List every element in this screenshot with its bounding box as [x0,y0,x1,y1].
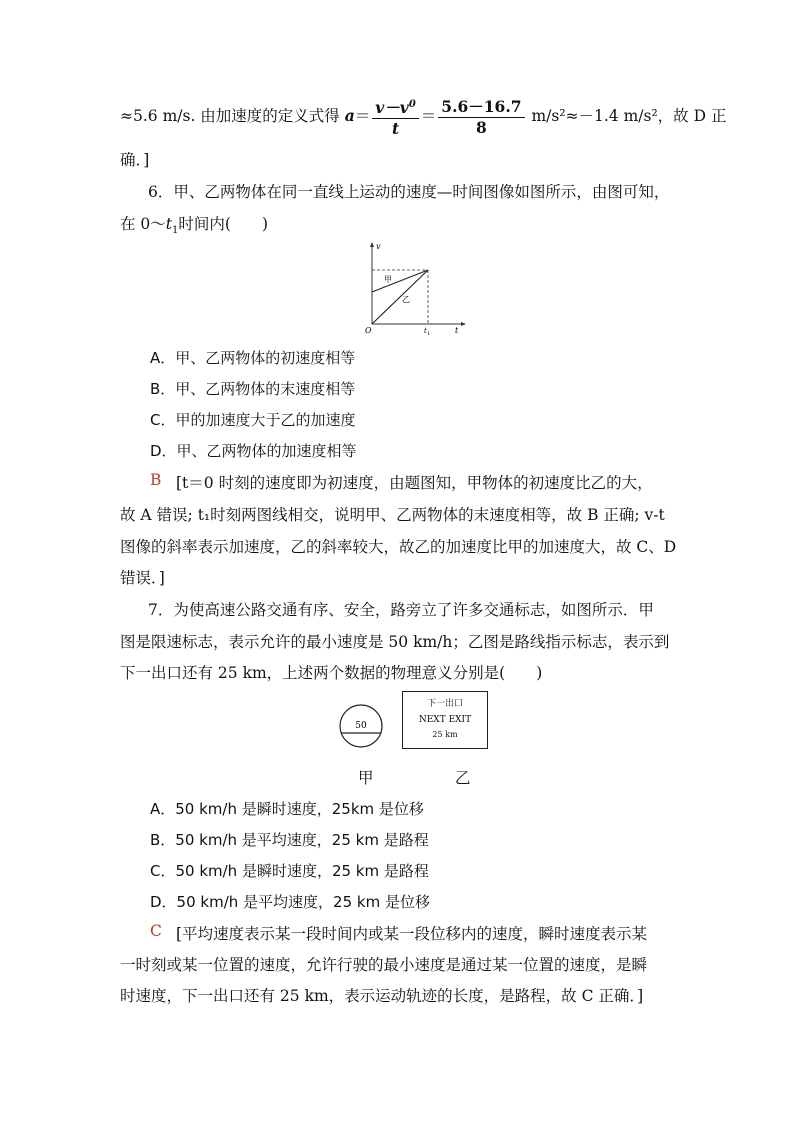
q7-stem-line1: 7．为使高速公路交通有序、安全，路旁立了许多交通标志，如图所示．甲 [148,601,654,619]
q6-explanation-line1: [t＝0 时刻的速度即为初速度，由题图知，甲物体的初速度比乙的大， [176,474,653,492]
fraction-numeric-denominator: 8 [476,117,487,137]
fraction-denominator: t [391,119,400,139]
caption-jia: 甲 [358,769,374,787]
q7-explanation-line3: 时速度，下一出口还有 25 km，表示运动轨迹的长度，是路程，故 C 正确．] [120,987,644,1005]
q6-option-b: B．甲、乙两物体的末速度相等 [150,380,356,398]
q7-option-d: D．50 km/h 是平均速度，25 km 是位移 [150,893,430,911]
q6-option-a: A．甲、乙两物体的初速度相等 [150,349,356,367]
label-jia: 甲 [384,275,392,284]
q7-stem-line2: 图是限速标志，表示允许的最小速度是 50 km/h；乙图是路线指示标志，表示到 [120,633,670,651]
formula-lead: ≈5.6 m/s. 由加速度的定义式得 [120,107,345,125]
q7-answer: C [150,922,162,940]
q7-option-c: C．50 km/h 是瞬时速度，25 km 是路程 [150,862,429,880]
vt-graph [360,240,470,336]
var-a: a [344,106,355,125]
q7-explanation-line1: [平均速度表示某一段时间内或某一段位移内的速度，瞬时速度表示某 [176,925,648,943]
sign-value: 50 [355,721,367,731]
q7-option-b: B．50 km/h 是平均速度，25 km 是路程 [150,831,429,849]
q6-stem-line2: 在 $0\sim t_1$时间内( ) [120,215,269,237]
fraction-numeric-numerator: 5.6－16.7 [438,97,524,118]
q7-stem-line3: 下一出口还有 25 km，上述两个数据的物理意义分别是( ) [120,664,543,682]
q6-option-d: D．甲、乙两物体的加速度相等 [150,442,357,460]
equals-sign: ＝ [354,107,371,125]
exit-sign-distance: 25 km [432,730,458,739]
t-axis-arrow [461,322,466,326]
exit-sign-en: NEXT EXIT [418,715,472,725]
t1-label: t [424,327,427,335]
axis-t-label: t [455,326,459,335]
q6-explanation-line4: 错误．] [120,569,165,587]
exit-sign [402,691,488,749]
q6-explanation-line3: 图像的斜率表示加速度，乙的斜率较大，故乙的加速度比甲的加速度大，故 C、D [120,538,677,556]
fraction-numeric [438,97,524,138]
line-jia [372,270,428,292]
q6-answer: B [150,471,162,489]
superscript-zero: 0 [408,98,416,110]
line-yi [372,270,428,324]
formula-tail: m/s²≈－1.4 m/s²，故 D 正 [526,107,727,125]
speed-limit-sign [338,703,384,749]
v-axis-arrow [370,242,374,247]
fraction-velocity-over-time [372,95,418,139]
equals-sign-2: ＝ [420,107,437,125]
label-yi: 乙 [402,295,410,304]
exit-sign-cn: 下一出口 [426,699,463,709]
caption-yi: 乙 [455,769,471,787]
t1-sub-label: 1 [427,331,431,336]
q6-stem-line1: 6．甲、乙两物体在同一直线上运动的速度—时间图像如图所示，由图可知， [148,183,670,201]
axis-v-label: v [376,242,381,251]
q7-option-a: A．50 km/h 是瞬时速度，25km 是位移 [150,800,424,818]
q6-option-c: C．甲的加速度大于乙的加速度 [150,411,356,429]
text-line: 确．] [120,151,150,169]
formula-line [120,92,726,140]
origin-label: O [365,326,372,335]
q7-explanation-line2: 一时刻或某一位置的速度，允许行驶的最小速度是通过某一位置的速度，是瞬 [120,956,648,974]
fraction-numerator: v－v [375,98,409,118]
q6-explanation-line2: 故 A 错误; t₁时刻两图线相交，说明甲、乙两物体的末速度相等，故 B 正确; v-t [120,506,665,524]
